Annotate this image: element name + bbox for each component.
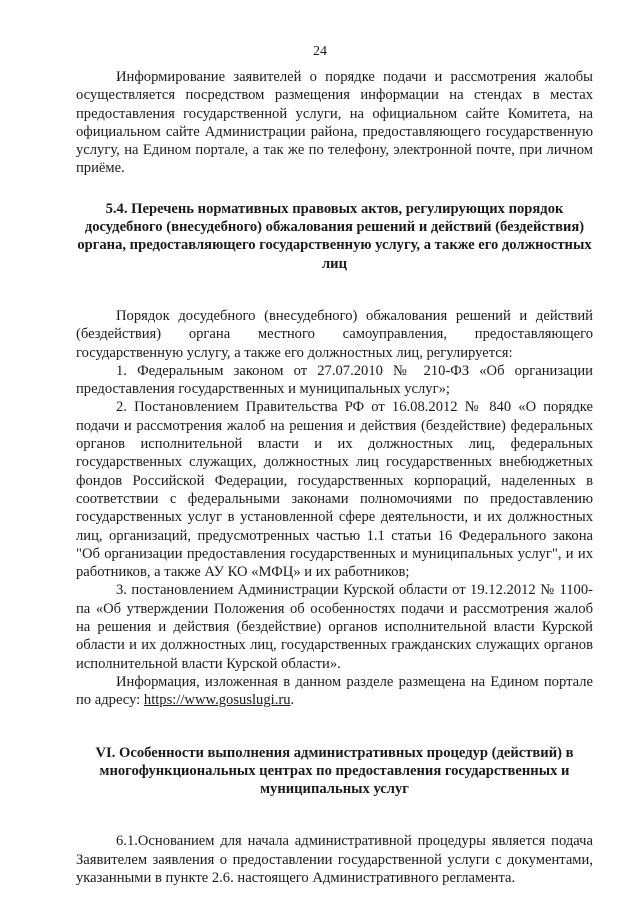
page-number: 24 [313, 44, 327, 59]
regulation-item-2: 2. Постановлением Правительства РФ от 16.08.2012 № 840 «О порядке подачи и рассмотрения жалоб на решения и действия (бездействие) федеральных органов исполнительной власти и их должностных лиц, федеральных государственных служащих, должностных лиц государственных внебюджетных фондов Российской Федерации, государственных корпораций, наделенных в соответствии с федеральными законами полномочиями по предоставлению государственных услуг в установленной сфере деятельности, и их должностных лиц, организаций, предусмотренных частью 1.1 статьи 16 Федерального закона "Об организации предоставления государственных и муниципальных услуг", и их работников, а также АУ КО «МФЦ» и их работников; [76, 399, 593, 581]
section-5-4-lead: Порядок досудебного (внесудебного) обжалования решений и действий (бездействия) органа местного самоуправления, предоставляющего государственную услугу, а также его должностных лиц, регулируется: [76, 307, 593, 361]
info-paragraph [76, 673, 593, 710]
info-suffix: . [290, 692, 295, 709]
intro-paragraph: Информирование заявителей о порядке подачи и рассмотрения жалобы осуществляется посредством размещения информации на стендах в местах предоставления государственной услуги, на официальном сайте Комитета, на официальном сайте Администрации района, предоставляющего государственную услугу, на Едином портале, а так же по телефону, электронной почте, при личном приёме. [76, 69, 593, 177]
section-5-4-heading: 5.4. Перечень нормативных правовых актов, регулирующих порядок досудебного (внесудебного) обжалования решений и действий (бездействия) органа, предоставляющего государственную услугу, а также его должностных лиц [77, 200, 592, 272]
page-content [76, 68, 593, 887]
regulation-item-3: 3. постановлением Администрации Курской области от 19.12.2012 № 1100-па «Об утверждении Положения об особенностях подачи и рассмотрения жалоб на решения и действия (бездействие) органов исполнительной власти Курской области и их должностных лиц, государственных гражданских служащих органов исполнительной власти Курской области». [76, 582, 593, 672]
info-prefix: Информация, изложенная в данном разделе размещена на Едином портале по адресу: [76, 673, 593, 709]
gosuslugi-link[interactable]: https://www.gosuslugi.ru [143, 692, 291, 709]
section-6-heading: VI. Особенности выполнения административных процедур (действий) в многофункциональных центрах по предоставления государственных и муниципальных услуг [95, 744, 574, 798]
regulation-item-1: 1. Федеральным законом от 27.07.2010 № 210-ФЗ «Об организации предоставления государственных и муниципальных услуг»; [76, 362, 593, 398]
section-6-paragraph: 6.1.Основанием для начала административной процедуры является подача Заявителем заявления о предоставлении государственной услуги с документами, указанными в пункте 2.6. настоящего Административного регламента. [76, 833, 593, 886]
